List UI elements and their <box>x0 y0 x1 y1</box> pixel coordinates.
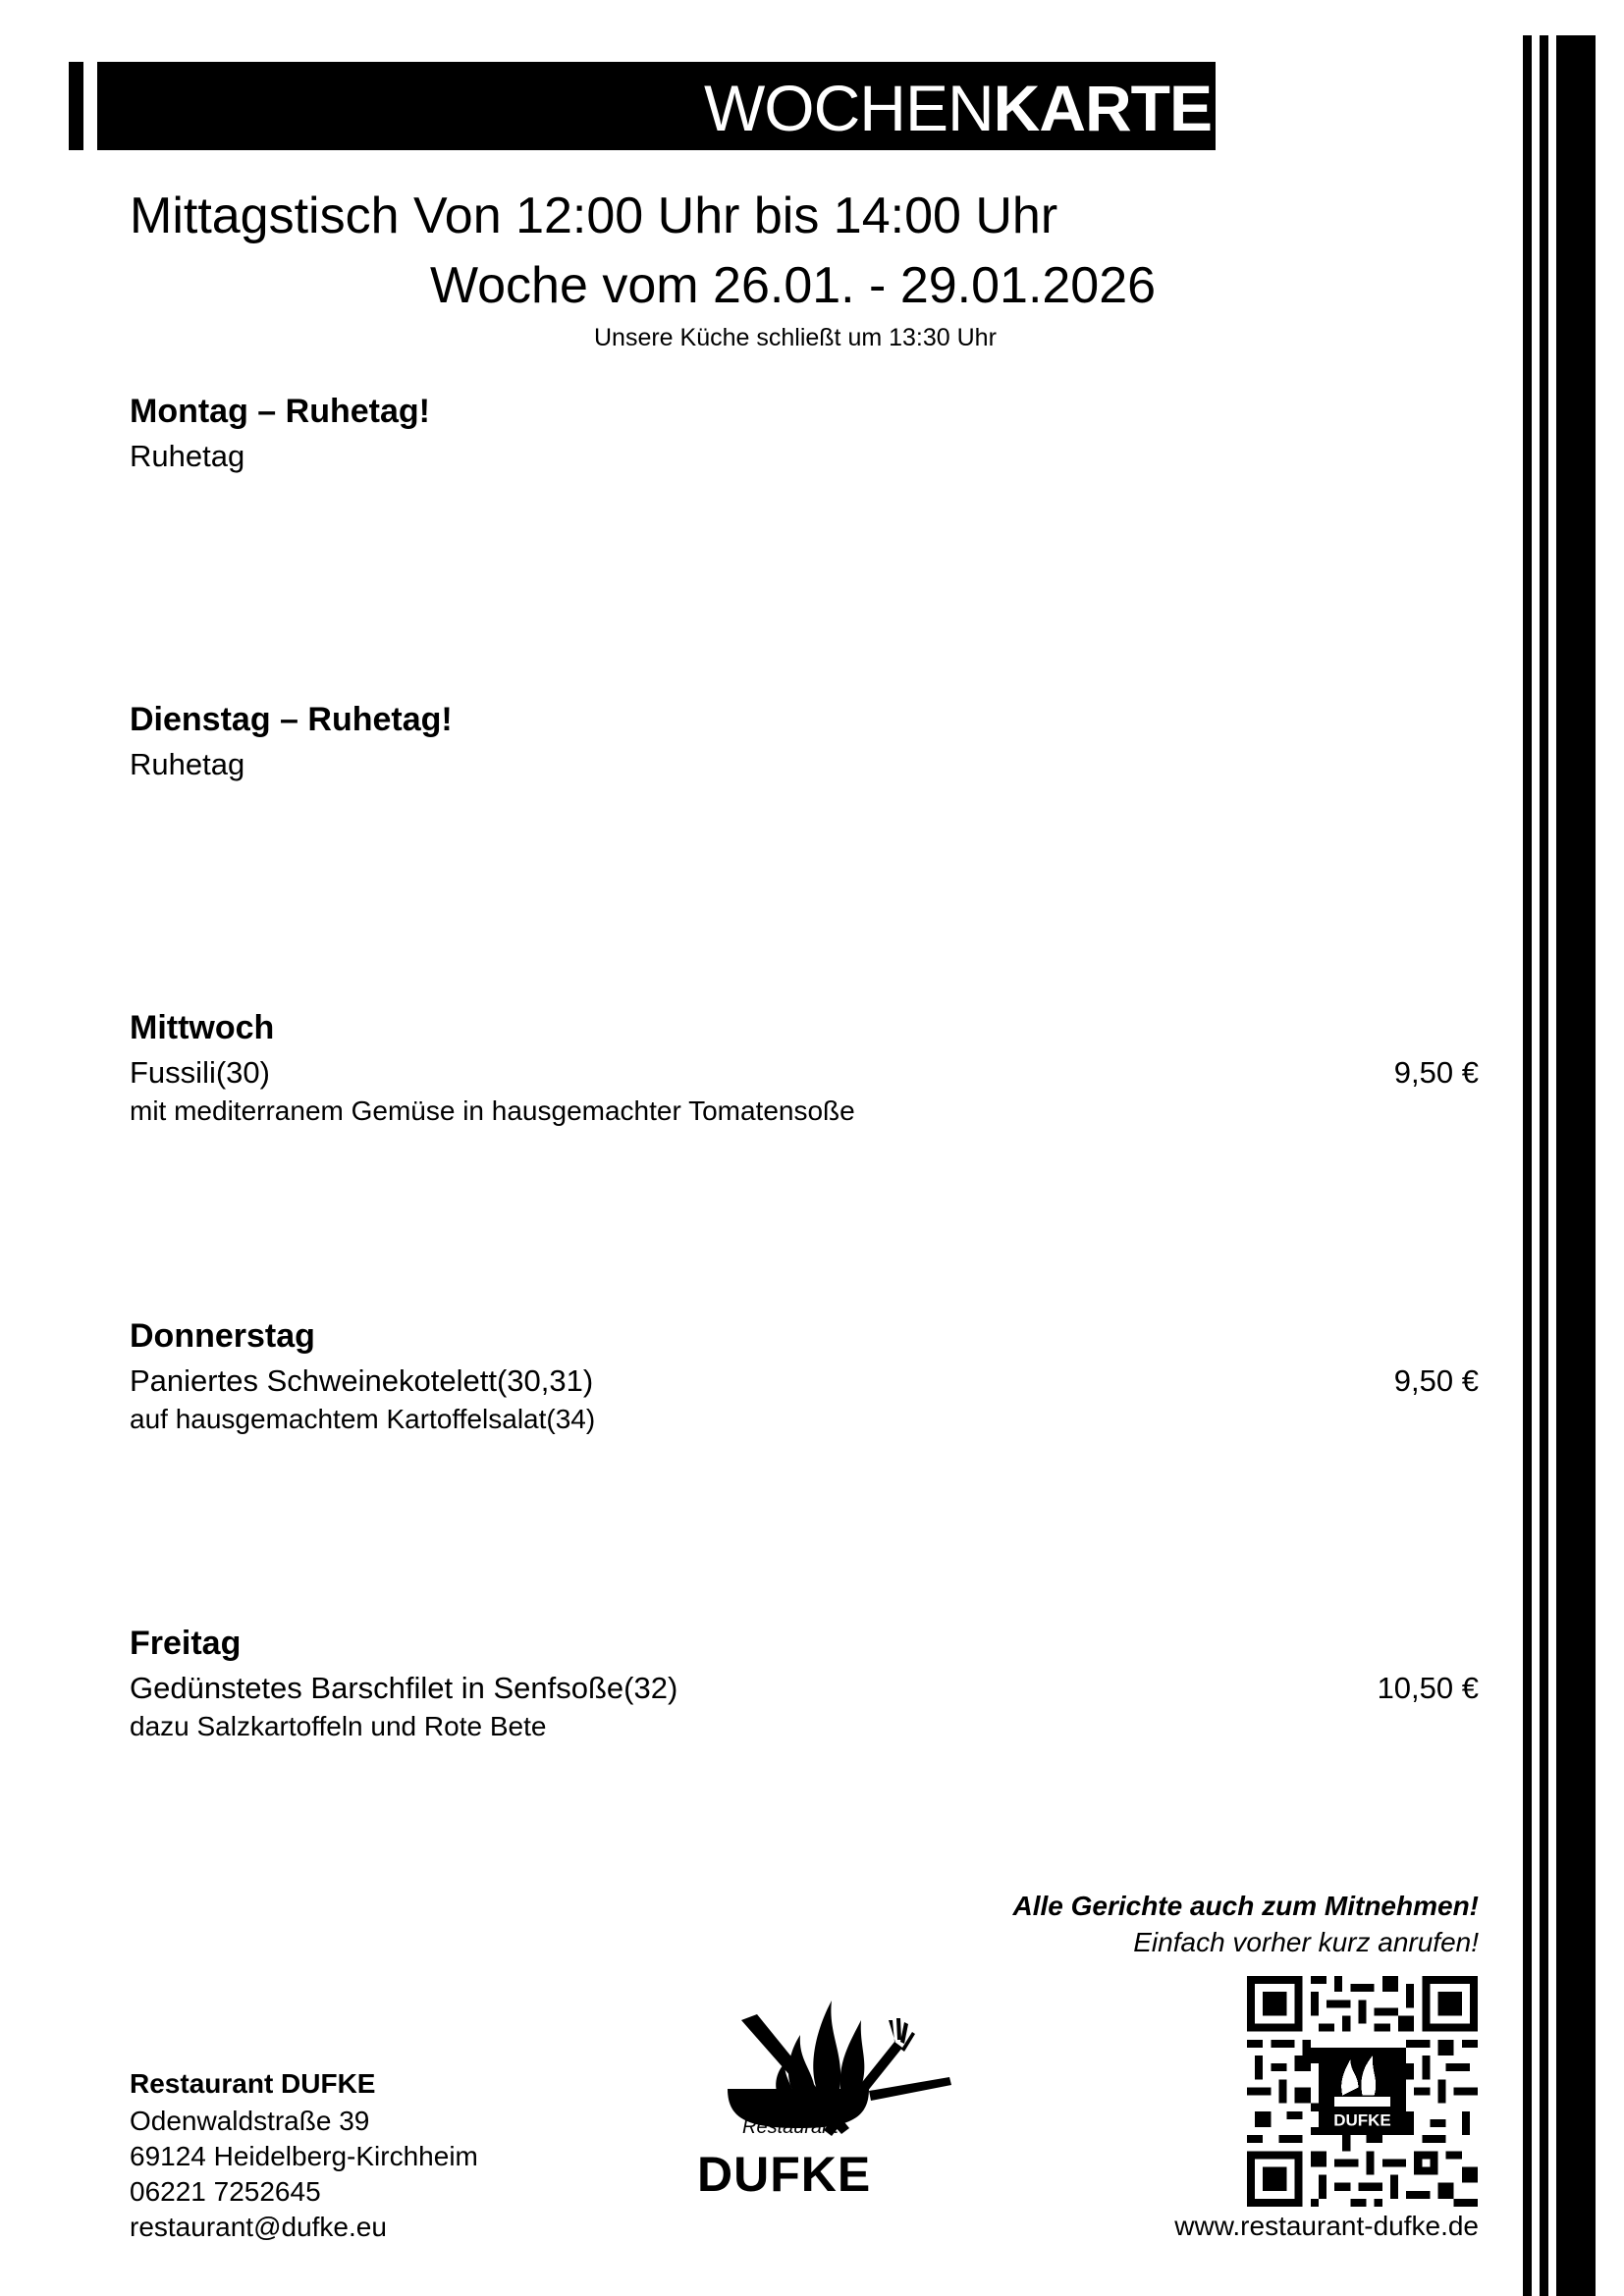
week-range: Woche vom 26.01. - 29.01.2026 <box>430 257 1157 314</box>
lunch-hours: Mittagstisch Von 12:00 Uhr bis 14:00 Uhr <box>130 187 1058 244</box>
page-title <box>704 62 1212 150</box>
email-address[interactable]: restaurant@dufke.eu <box>130 2212 387 2242</box>
price-thursday: 9,50 € <box>1393 1363 1479 1398</box>
day-title-friday: Freitag <box>130 1625 242 1662</box>
dish-name-thursday: Paniertes Schweinekotelett(30,31) <box>130 1363 594 1398</box>
qr-code-icon[interactable] <box>1247 1976 1478 2207</box>
dish-name-tuesday: Ruhetag <box>130 747 245 781</box>
dish-desc-friday: dazu Salzkartoffeln und Rote Bete <box>130 1711 547 1741</box>
dish-desc-wednesday: mit mediterranem Gemüse in hausgemachter Tomatensoße <box>130 1095 855 1126</box>
dish-name-friday: Gedünstetes Barschfilet in Senfsoße(32) <box>130 1671 678 1705</box>
price-wednesday: 9,50 € <box>1393 1055 1479 1090</box>
phone-number: 06221 7252645 <box>130 2176 321 2207</box>
website-link[interactable]: www.restaurant-dufke.de <box>1174 2211 1479 2241</box>
title-light: WOCHEN <box>704 72 994 144</box>
logo-caption-dufke: DUFKE <box>697 2147 872 2202</box>
dish-desc-thursday: auf hausgemachtem Kartoffelsalat(34) <box>130 1404 596 1434</box>
day-title-thursday: Donnerstag <box>130 1317 315 1355</box>
decor-stripe-2 <box>1540 35 1548 2296</box>
title-bold: KARTE <box>993 72 1212 144</box>
dish-name-monday: Ruhetag <box>130 439 245 473</box>
day-title-monday: Montag – Ruhetag! <box>130 393 430 430</box>
takeaway-call-note: Einfach vorher kurz anrufen! <box>1133 1927 1479 1957</box>
day-title-wednesday: Mittwoch <box>130 1009 275 1046</box>
decor-stripe-3 <box>1556 35 1596 2296</box>
dish-name-wednesday: Fussili(30) <box>130 1055 270 1090</box>
kitchen-note: Unsere Küche schließt um 13:30 Uhr <box>594 324 997 351</box>
address-city: 69124 Heidelberg-Kirchheim <box>130 2141 478 2171</box>
header-bar-gap <box>83 62 97 150</box>
price-friday: 10,50 € <box>1377 1671 1479 1705</box>
restaurant-name: Restaurant DUFKE <box>130 2068 376 2099</box>
qr-logo-text: DUFKE <box>1333 2110 1391 2130</box>
decor-stripe-1 <box>1523 35 1532 2296</box>
day-title-tuesday: Dienstag – Ruhetag! <box>130 701 453 738</box>
logo-caption-restaurant: Restaurant <box>742 2116 839 2138</box>
address-street: Odenwaldstraße 39 <box>130 2106 370 2136</box>
takeaway-note: Alle Gerichte auch zum Mitnehmen! <box>1012 1891 1479 1921</box>
